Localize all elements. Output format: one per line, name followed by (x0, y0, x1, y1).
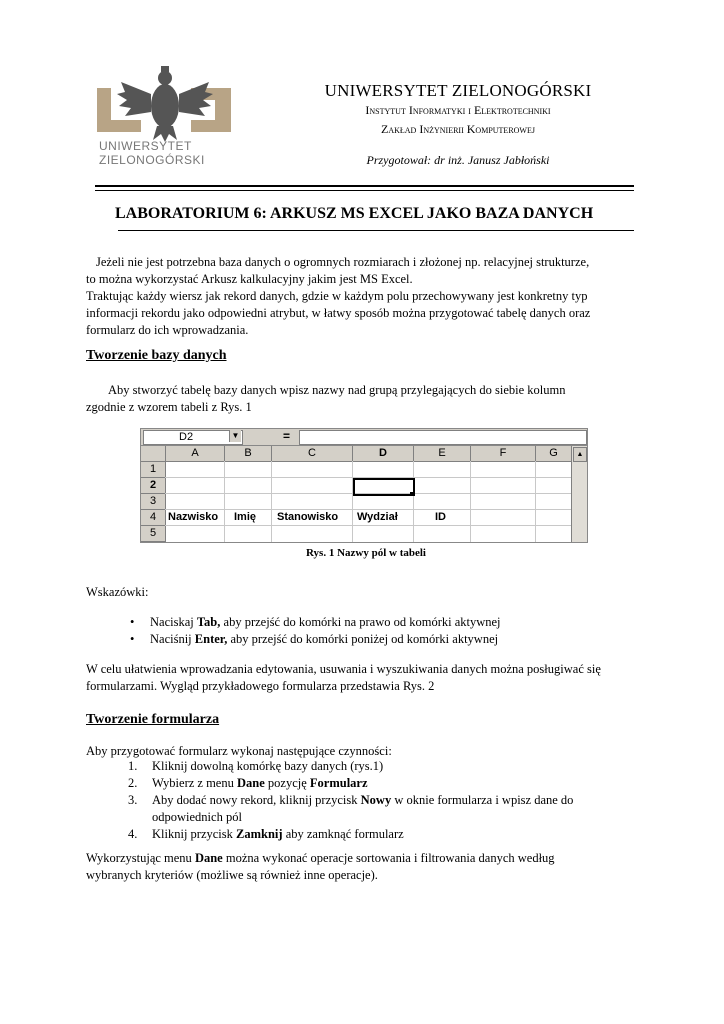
name-box-value: D2 (179, 431, 194, 443)
row-header-3[interactable]: 3 (141, 494, 166, 510)
grid-line (535, 461, 536, 543)
formula-input[interactable] (299, 430, 587, 445)
closing-line (86, 850, 646, 867)
column-header-g[interactable]: G (536, 446, 572, 462)
grid-line (470, 461, 471, 543)
step-bold: Zamknij (236, 827, 283, 841)
cell-c4[interactable]: Stanowisko (277, 511, 339, 523)
closing-bold: Dane (194, 851, 223, 865)
step-number: 4. (128, 827, 138, 841)
list-item (128, 792, 628, 826)
step-bold: Dane (236, 776, 265, 790)
hint-text: aby przejść do komórki poniżej od komórki aktywnej (227, 632, 499, 646)
steps-lead: Aby przygotować formularz wykonaj następujące czynności: (86, 744, 392, 758)
document-title: LABORATORIUM 6: ARKUSZ MS EXCEL JAKO BAZA DANYCH (115, 205, 594, 222)
steps-list (128, 758, 628, 843)
column-header-f[interactable]: F (471, 446, 536, 462)
hint-text: Naciśnij (150, 632, 195, 646)
step-bold: Nowy (360, 793, 392, 807)
active-cell-d2[interactable] (353, 478, 415, 496)
spreadsheet-figure (140, 428, 588, 543)
prepared-by: Przygotował: dr inż. Janusz Jabłoński (366, 153, 550, 167)
figure-caption: Rys. 1 Nazwy pól w tabeli (305, 547, 426, 559)
step-text: Wybierz z menu (152, 776, 237, 790)
step-bold: Formularz (309, 776, 368, 790)
hints-list (128, 614, 501, 648)
grid-line (224, 461, 225, 543)
section-heading-form: Tworzenie formularza (86, 712, 220, 727)
grid-line (165, 509, 571, 510)
section1-line: zgodnie z wzorem tabeli z Rys. 1 (86, 400, 252, 414)
column-header-d[interactable]: D (353, 446, 414, 462)
hint-key: Tab, (196, 615, 221, 629)
step-text: Aby dodać nowy rekord, kliknij przycisk (152, 793, 361, 807)
row-header-2[interactable]: 2 (141, 478, 166, 494)
department-name: Zakład Inżynierii Komputerowej (381, 122, 535, 136)
grid-line (413, 461, 414, 543)
list-item (128, 758, 628, 775)
forms-intro-line: formularzami. Wygląd przykładowego formularza przedstawia Rys. 2 (86, 679, 435, 693)
cell-d4[interactable]: Wydział (357, 511, 398, 523)
cell-a4[interactable]: Nazwisko (168, 511, 219, 523)
cell-e4[interactable]: ID (435, 511, 446, 523)
intro-line: Jeżeli nie jest potrzebna baza danych o ogromnych rozmiarach i złożonej np. relacyjnej strukturze, (96, 255, 590, 269)
list-item (128, 775, 628, 792)
row-header-5[interactable]: 5 (141, 526, 166, 542)
column-header-c[interactable]: C (272, 446, 353, 462)
step-number: 1. (128, 759, 138, 773)
column-header-e[interactable]: E (414, 446, 471, 462)
step-text: aby zamknąć formularz (282, 827, 404, 841)
header-rule-thin (95, 190, 634, 191)
formula-equals-sign: = (283, 429, 291, 443)
section1-line: Aby stworzyć tabelę bazy danych wpisz nazwy nad grupą przylegających do siebie kolumn (108, 383, 566, 397)
closing-text: można wykonać operacje sortowania i filtrowania danych według (222, 851, 555, 865)
closing-line: wybranych kryteriów (możliwe są również inne operacje). (86, 868, 378, 882)
logo-text-line1: UNIWERSYTET (99, 139, 192, 153)
header-rule-thick (95, 185, 634, 187)
step-text: pozycję (264, 776, 310, 790)
cell-b4[interactable]: Imię (234, 511, 257, 523)
step-text: Kliknij przycisk (152, 827, 237, 841)
step-number: 3. (128, 793, 138, 807)
name-box[interactable] (143, 430, 243, 445)
section-heading-database: Tworzenie bazy danych (86, 348, 227, 363)
vertical-scrollbar[interactable] (571, 446, 587, 543)
intro-line: informacji rekordu jako odpowiedni atrybut, w łatwy sposób można przygotować tabelę danych oraz (86, 306, 591, 320)
hints-label: Wskazówki: (86, 585, 149, 599)
grid-line (352, 461, 353, 543)
intro-line: Traktując każdy wiersz jak rekord danych, gdzie w każdym polu przechowywany jest konkretny typ (86, 289, 588, 303)
section1-paragraph (86, 382, 646, 416)
step-text: w oknie formularza i wpisz dane do odpowiednich pól (152, 793, 574, 824)
list-item (128, 826, 628, 843)
formula-bar (141, 429, 587, 446)
intro-line: formularz do ich wprowadzania. (86, 323, 249, 337)
grid-line (271, 461, 272, 543)
fill-handle[interactable] (410, 492, 414, 496)
step-text: Kliknij dowolną komórkę bazy danych (rys.1) (152, 759, 384, 773)
closing-paragraph (86, 850, 646, 884)
hint-text: Naciskaj (150, 615, 197, 629)
logo-text-line2: ZIELONOGÓRSKI (99, 153, 205, 167)
intro-paragraph (86, 254, 646, 339)
chevron-down-icon[interactable]: ▼ (229, 430, 241, 442)
list-item (128, 631, 501, 648)
step-number: 2. (128, 776, 138, 790)
forms-intro-line: W celu ułatwienia wprowadzania edytowania, usuwania i wyszukiwania danych można posługiwać się (86, 662, 601, 676)
column-header-b[interactable]: B (225, 446, 272, 462)
scroll-up-arrow-icon[interactable]: ▲ (573, 447, 587, 462)
title-underline (118, 230, 634, 231)
forms-intro-paragraph (86, 661, 646, 695)
column-header-a[interactable]: A (166, 446, 225, 462)
university-logo (95, 64, 235, 172)
grid-line (165, 525, 571, 526)
list-item (128, 614, 501, 631)
row-header-1[interactable]: 1 (141, 462, 166, 478)
university-name: UNIWERSYTET ZIELONOGÓRSKI (324, 81, 592, 100)
select-all-corner[interactable] (141, 446, 166, 462)
hint-text: aby przejść do komórki na prawo od komórki aktywnej (220, 615, 501, 629)
institute-name: Instytut Informatyki i Elektrotechniki (365, 103, 551, 117)
closing-text: Wykorzystując menu (86, 851, 195, 865)
hint-key: Enter, (194, 632, 228, 646)
intro-line: to można wykorzystać Arkusz kalkulacyjny jakim jest MS Excel. (86, 272, 413, 286)
row-header-4[interactable]: 4 (141, 510, 166, 526)
